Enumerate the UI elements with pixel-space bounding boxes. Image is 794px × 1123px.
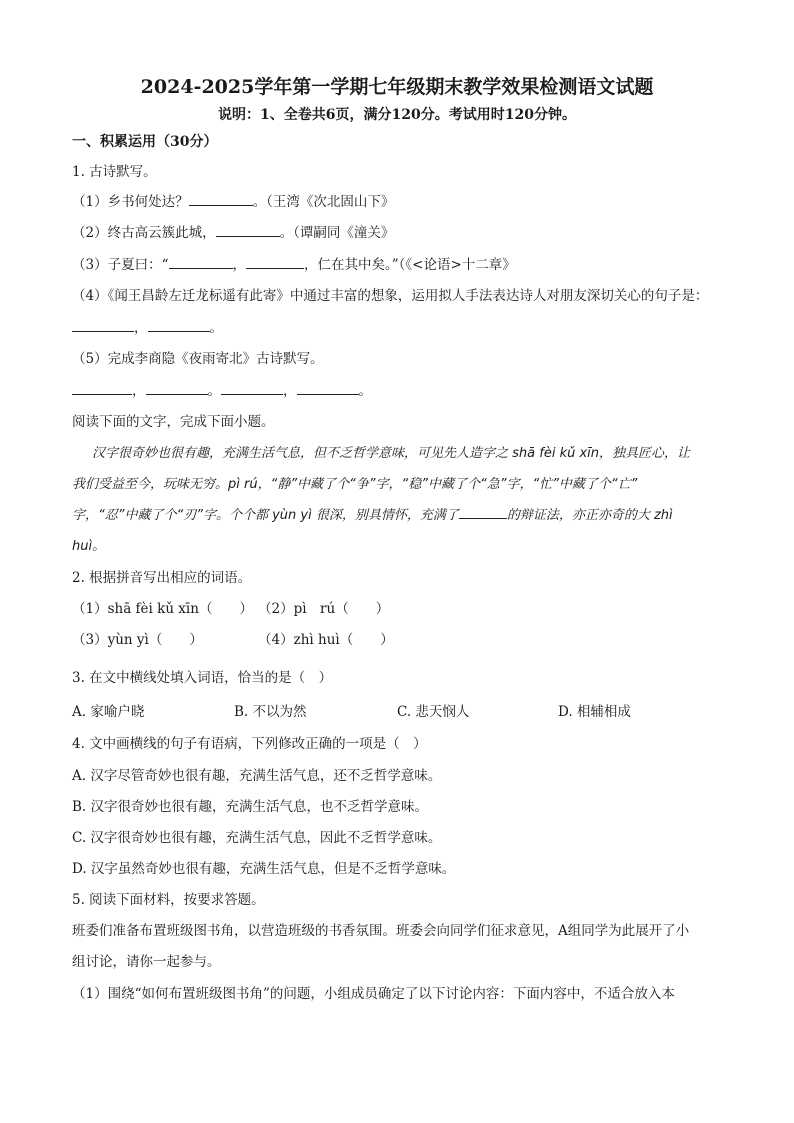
q1-item-4: （4）《闻王昌龄左迁龙标遥有此寄》中通过丰富的想象，运用拟人手法表达诗人对朋友深切关心的句子是： <box>72 288 709 304</box>
q5-material-line-2: 组讨论，请你一起参与。 <box>72 954 221 970</box>
q1-item-5: （5）完成李商隐《夜雨寄北》古诗默写。 <box>72 351 324 367</box>
q1-stem: 1. 古诗默写。 <box>72 164 157 180</box>
q3-option-d[interactable]: D. 相辅相成 <box>558 704 631 720</box>
exam-instructions: 说明：1、全卷共6页，满分120分。考试用时120分钟。 <box>218 107 576 123</box>
q2-stem: 2. 根据拼音写出相应的词语。 <box>72 570 252 586</box>
q1-item-2: （2）终古高云簇此城， 。（谭嗣同《潼关》 <box>72 225 395 241</box>
passage-line-4: huì。 <box>72 539 106 554</box>
answer-blank[interactable] <box>146 394 208 395</box>
q2-item-4: （4）zhì huì（ ） <box>258 632 394 648</box>
q5-sub-question-1: （1）围绕“如何布置班级图书角”的问题，小组成员确定了以下讨论内容：下面内容中，不适合放入本 <box>72 986 675 1002</box>
q3-option-a[interactable]: A. 家喻户晓 <box>72 704 145 720</box>
q2-item-1: （1）shā fèi kǔ xīn（ ） <box>72 601 253 617</box>
q4-option-d[interactable]: D. 汉字虽然奇妙也很有趣，充满生活气息，但是不乏哲学意味。 <box>72 861 456 877</box>
answer-blank[interactable] <box>72 331 134 332</box>
passage-line-1: 汉字很奇妙也很有趣，充满生活气息，但不乏哲学意味，可见先人造字之 shā fèi kǔ xīn，独具匠心，让 <box>92 446 691 461</box>
reading-intro: 阅读下面的文字，完成下面小题。 <box>72 414 275 430</box>
q1-item-4-answer: ， 。 <box>72 316 223 336</box>
q4-stem: 4. 文中画横线的句子有语病，下列修改正确的一项是（ ） <box>72 736 427 752</box>
q4-option-b[interactable]: B. 汉字很奇妙也很有趣，充满生活气息，也不乏哲学意味。 <box>72 799 429 815</box>
answer-blank[interactable] <box>297 394 359 395</box>
q2-item-3: （3）yùn yì（ ） <box>72 632 203 648</box>
page-title: 2024-2025学年第一学期七年级期末教学效果检测语文试题 <box>140 76 654 98</box>
q5-material-line-1: 班委们准备布置班级图书角，以营造班级的书香氛围。班委会向同学们征求意见，A组同学为此展开了小 <box>72 923 690 939</box>
answer-blank[interactable] <box>216 236 280 237</box>
section-heading: 一、积累运用（30分） <box>72 134 218 150</box>
q5-stem: 5. 阅读下面材料，按要求答题。 <box>72 892 265 908</box>
answer-blank[interactable] <box>169 268 233 269</box>
q1-item-3: （3）子夏曰：“ ， ，仁在其中矣。”（《<论语>十二章》 <box>72 257 516 273</box>
answer-blank[interactable] <box>148 331 210 332</box>
q4-option-c[interactable]: C. 汉字很奇妙也很有趣，充满生活气息，因此不乏哲学意味。 <box>72 830 442 846</box>
q1-item-1: （1）乡书何处达？ 。（王湾《次北固山下》 <box>72 194 395 210</box>
answer-blank[interactable] <box>72 394 132 395</box>
passage-line-3: 字，“忍”中藏了个“刃”字。个个都 yùn yì 很深，别具情怀，充满了 的辩证法，亦正亦奇的大 zhì <box>72 508 673 523</box>
q3-stem: 3. 在文中横线处填入词语，恰当的是（ ） <box>72 670 333 686</box>
answer-blank[interactable] <box>246 268 304 269</box>
answer-blank[interactable] <box>221 394 283 395</box>
q4-option-a[interactable]: A. 汉字尽管奇妙也很有趣，充满生活气息，还不乏哲学意味。 <box>72 768 442 784</box>
q1-item-5-answer: ， 。 ， 。 <box>72 379 372 399</box>
answer-blank[interactable] <box>189 205 253 206</box>
passage-line-2: 我们受益至今，玩味无穷。pì rú，“静”中藏了个“争”字，“稳”中藏了个“急”字，“忙”中藏了个“亡” <box>72 477 638 492</box>
q3-option-b[interactable]: B. 不以为然 <box>234 704 307 720</box>
q2-item-2: （2）pì rú（ ） <box>258 601 390 617</box>
q3-option-c[interactable]: C. 悲天悯人 <box>397 704 470 720</box>
answer-blank[interactable] <box>459 518 507 519</box>
